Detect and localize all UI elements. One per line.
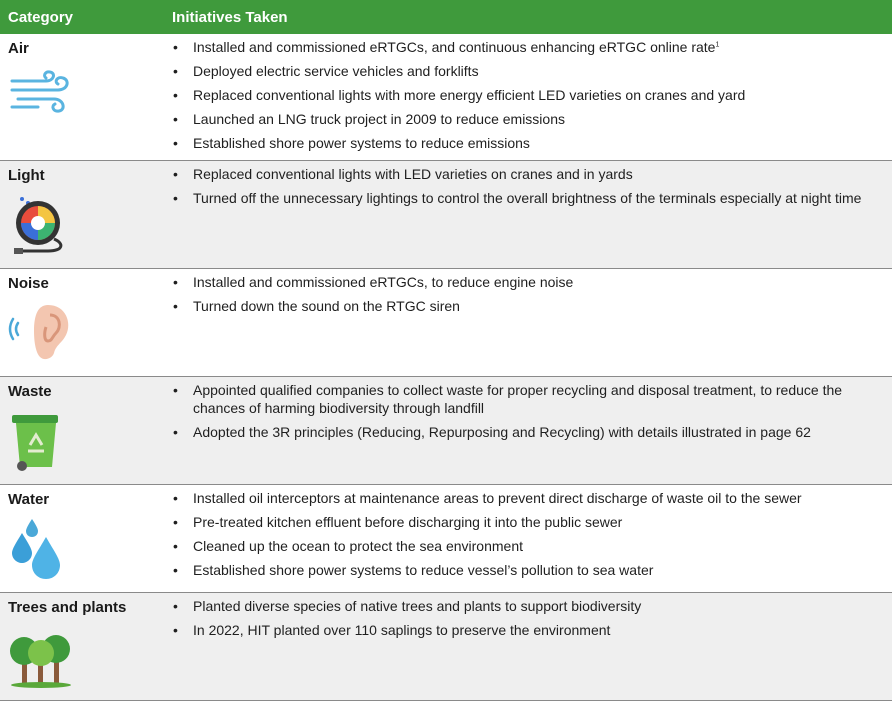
row-light [0, 161, 892, 269]
initiatives-list [172, 38, 877, 158]
list-item: • Pre-treated kitchen effluent before discharging it into the public sewer [172, 513, 877, 531]
row-air [0, 34, 892, 161]
list-item: • Planted diverse species of native trees and plants to support biodiversity [172, 597, 877, 615]
list-item: • In 2022, HIT planted over 110 saplings to preserve the environment [172, 621, 877, 639]
row-noise [0, 269, 892, 377]
category-label: Air [8, 40, 29, 57]
list-item: • Turned down the sound on the RTGC siren [172, 297, 877, 315]
initiatives-list [172, 597, 877, 645]
category-label: Noise [8, 275, 49, 292]
list-item: • Turned off the unnecessary lightings to control the overall brightness of the terminals especially at night time [172, 189, 877, 207]
wind-icon [8, 70, 74, 119]
list-item: • Deployed electric service vehicles and forklifts [172, 62, 877, 80]
water-drops-icon [8, 517, 68, 586]
trees-icon [8, 623, 74, 694]
category-label: Trees and plants [8, 599, 127, 616]
row-waste [0, 377, 892, 485]
list-item: • Installed and commissioned eRTGCs, to reduce engine noise [172, 273, 877, 291]
header-initiatives: Initiatives Taken [172, 8, 288, 26]
list-item: • Installed oil interceptors at maintenance areas to prevent direct discharge of waste oil to the sewer [172, 489, 877, 507]
initiatives-list [172, 273, 877, 321]
category-label: Light [8, 167, 45, 184]
row-water [0, 485, 892, 593]
initiatives-list [172, 381, 877, 447]
list-item: • Established shore power systems to reduce vessel’s pollution to sea water [172, 561, 877, 579]
recycle-bin-icon [8, 411, 64, 478]
footnote-marker: 1 [715, 41, 720, 49]
list-item: • Cleaned up the ocean to protect the sea environment [172, 537, 877, 555]
initiatives-list [172, 165, 877, 213]
list-item: • Adopted the 3R principles (Reducing, Repurposing and Recycling) with details illustrated in page 62 [172, 423, 877, 441]
category-label: Water [8, 491, 50, 508]
list-item: • Replaced conventional lights with more energy efficient LED varieties on cranes and yard [172, 86, 877, 104]
led-light-icon [8, 193, 70, 262]
row-trees-and-plants [0, 593, 892, 701]
list-item: • Appointed qualified companies to collect waste for proper recycling and disposal treatment, to reduce the chances of harming biodiversity through landfill [172, 381, 877, 417]
header-category: Category [8, 8, 74, 26]
initiatives-list [172, 489, 877, 585]
list-item: • Launched an LNG truck project in 2009 to reduce emissions [172, 110, 877, 128]
list-item: • Installed and commissioned eRTGCs, and continuous enhancing eRTGC online rate$^1$ [172, 38, 877, 56]
ear-icon [8, 301, 74, 366]
category-label: Waste [8, 383, 52, 400]
list-item: • Replaced conventional lights with LED varieties on cranes and in yards [172, 165, 877, 183]
list-item: • Established shore power systems to reduce emissions [172, 134, 877, 152]
table-header [0, 0, 892, 34]
